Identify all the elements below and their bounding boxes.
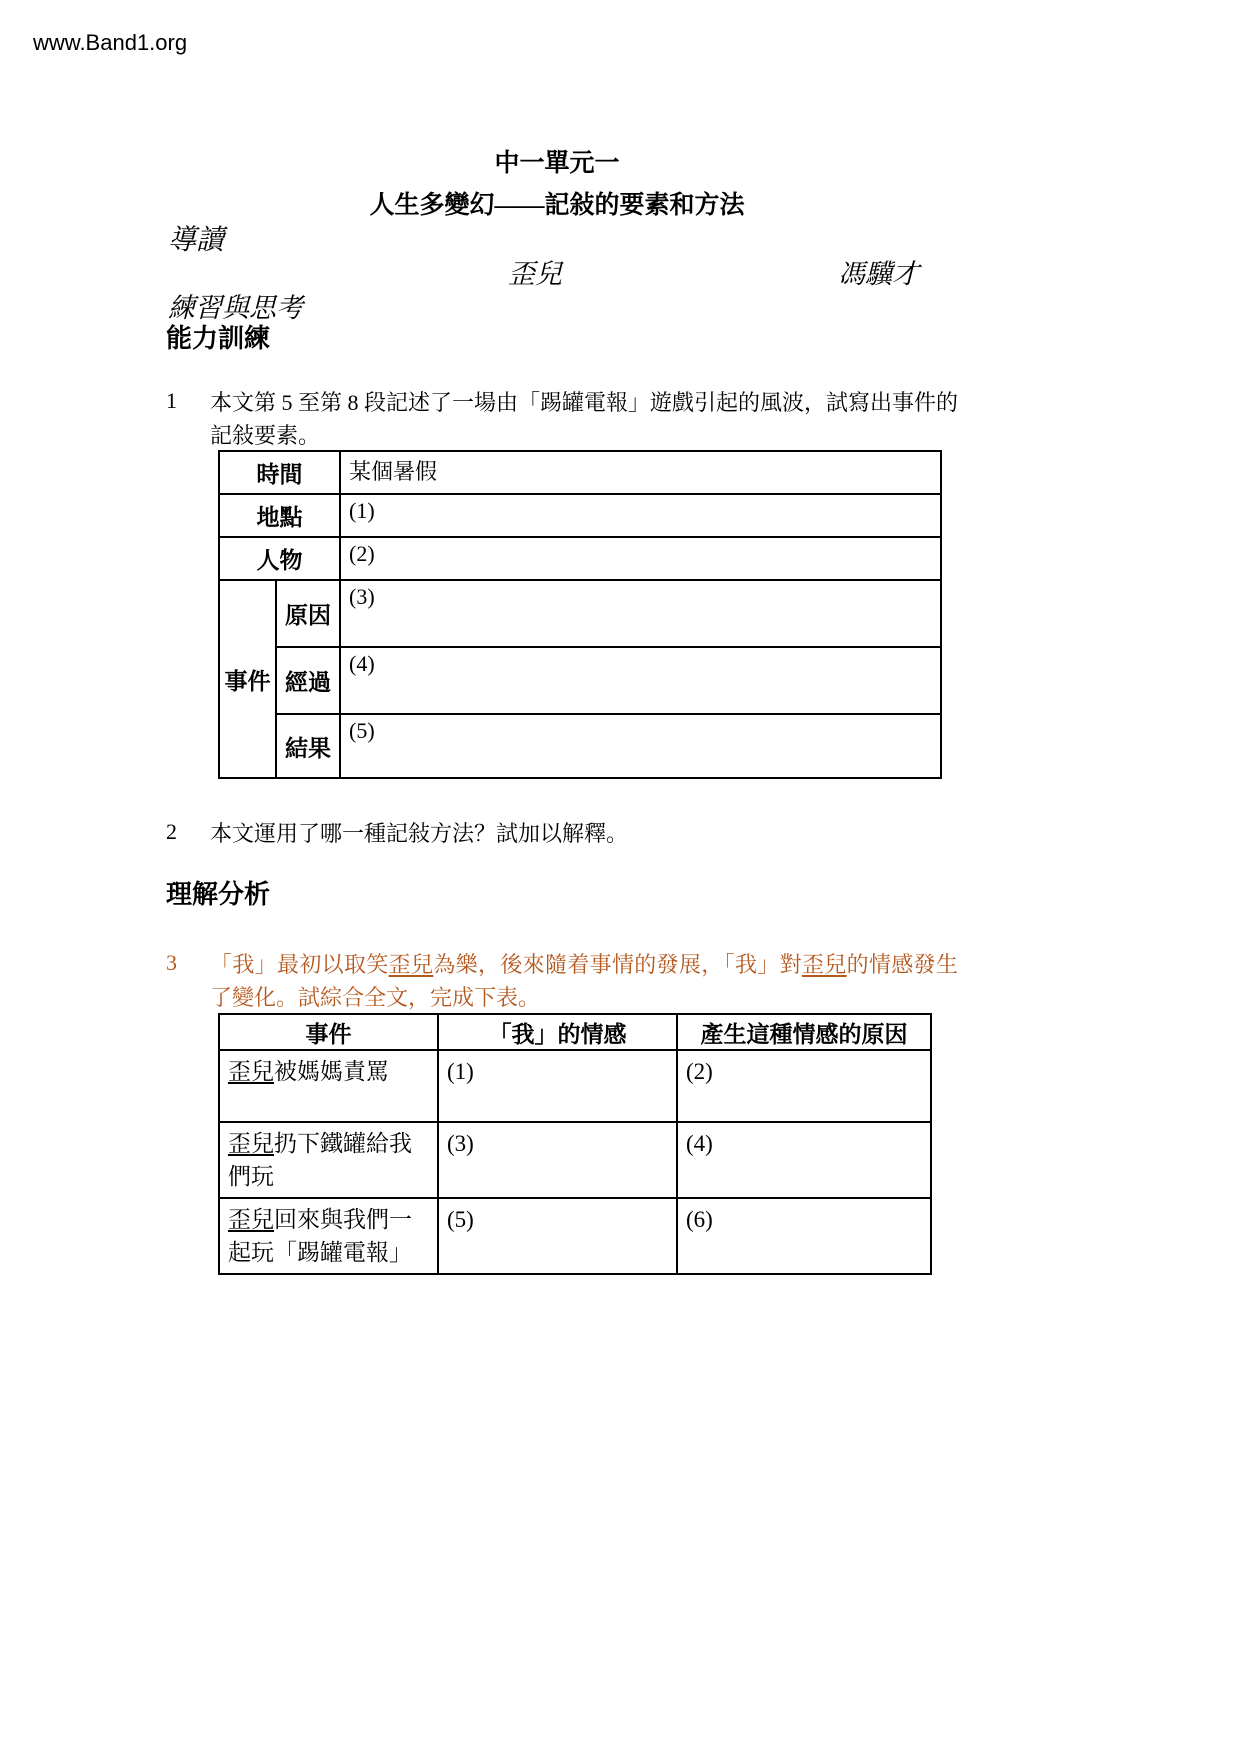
time-value-cell: 某個暑假 — [340, 451, 941, 494]
feeling-cell: (3) — [438, 1122, 677, 1198]
question-2-number: 2 — [166, 819, 177, 844]
feeling-column-header: 「我」的情感 — [438, 1014, 677, 1050]
table-row — [219, 494, 941, 537]
article-title: 歪兒 — [508, 259, 562, 289]
feeling-cell: (1) — [438, 1050, 677, 1122]
unit-subtitle: 人生多變幻——記敍的要素和方法 — [369, 192, 745, 219]
table-row — [219, 537, 941, 580]
cause-label-cell: 原因 — [276, 580, 340, 647]
event-cell — [219, 1050, 438, 1122]
q1-narrative-elements-table — [218, 450, 942, 779]
proper-noun-underlined: 歪兒 — [801, 952, 847, 977]
cause-value-cell: (3) — [340, 580, 941, 647]
process-value-cell: (4) — [340, 647, 941, 714]
question-1-number: 1 — [166, 388, 177, 413]
table-row — [219, 451, 941, 494]
reason-column-header: 產生這種情感的原因 — [677, 1014, 931, 1050]
question-3-text — [210, 948, 958, 1014]
site-url: www.Band1.org — [33, 30, 188, 55]
unit-title: 中一單元一 — [494, 150, 620, 177]
table-row — [219, 1122, 931, 1198]
event-text: 被媽媽責罵 — [274, 1059, 389, 1084]
author-name: 馮驥才 — [838, 259, 919, 289]
question-1-text: 本文第 5 至第 8 段記述了一場由「踢罐電報」遊戲引起的風波，試寫出事件的記敍要素。 — [210, 390, 959, 448]
event-text: 回來與我們一起玩「踢罐電報」 — [228, 1207, 412, 1265]
table-row — [219, 647, 941, 714]
proper-noun-underlined: 歪兒 — [388, 952, 434, 977]
proper-noun-underlined: 歪兒 — [228, 1059, 274, 1084]
question-3-text-segment: 「我」最初以取笑 — [210, 952, 389, 977]
reason-cell: (2) — [677, 1050, 931, 1122]
analysis-section-label: 理解分析 — [166, 879, 271, 909]
place-label-cell: 地點 — [219, 494, 340, 537]
table-row — [219, 580, 941, 647]
table-row — [219, 1198, 931, 1274]
event-cell — [219, 1122, 438, 1198]
event-cell — [219, 1198, 438, 1274]
lead-label: 導讀 — [168, 225, 225, 256]
question-3-number: 3 — [166, 950, 177, 975]
reason-cell: (4) — [677, 1122, 931, 1198]
table-header-row — [219, 1014, 931, 1050]
table-row — [219, 1050, 931, 1122]
result-label-cell: 結果 — [276, 714, 340, 778]
table-row — [219, 714, 941, 778]
event-column-header: 事件 — [219, 1014, 438, 1050]
event-text: 扔下鐵罐給我們玩 — [228, 1131, 412, 1189]
people-label-cell: 人物 — [219, 537, 340, 580]
proper-noun-underlined: 歪兒 — [228, 1131, 274, 1156]
question-3-text-segment: 的情感發生了變化。試綜合全文，完成下表。 — [210, 952, 958, 1010]
proper-noun-underlined: 歪兒 — [228, 1207, 274, 1232]
process-label-cell: 經過 — [276, 647, 340, 714]
time-label-cell: 時間 — [219, 451, 340, 494]
people-value-cell: (2) — [340, 537, 941, 580]
reason-cell: (6) — [677, 1198, 931, 1274]
result-value-cell: (5) — [340, 714, 941, 778]
q3-feelings-table — [218, 1013, 932, 1275]
event-label-cell: 事件 — [219, 580, 276, 778]
question-2-text: 本文運用了哪一種記敍方法？試加以解釋。 — [210, 821, 629, 846]
question-3-text-segment: 為樂，後來隨着事情的發展，「我」對 — [433, 952, 802, 977]
place-value-cell: (1) — [340, 494, 941, 537]
feeling-cell: (5) — [438, 1198, 677, 1274]
skill-section-label: 能力訓練 — [166, 323, 271, 353]
practice-section-label: 練習與思考 — [168, 293, 303, 323]
